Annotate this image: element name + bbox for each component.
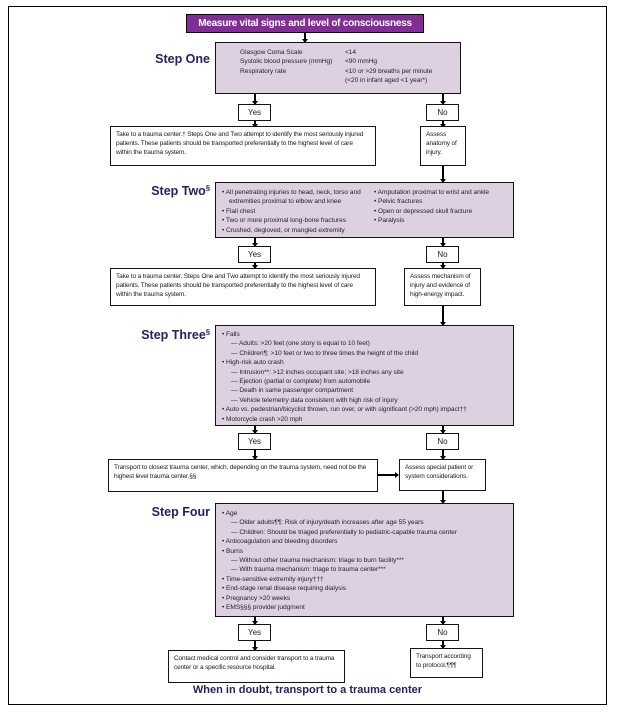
step-two-left-column <box>222 188 374 235</box>
yes-label: Yes <box>247 108 262 117</box>
criteria-row <box>240 57 456 66</box>
criterion-line: • Age <box>222 510 238 517</box>
no-label: No <box>437 628 448 637</box>
step-two-label-text: Step Two <box>151 184 206 199</box>
criterion-line: — With trauma mechanism: triage to trauma center*** <box>231 566 386 574</box>
no-label: No <box>437 437 448 446</box>
step1-yes-action-box: Take to a trauma center.† Steps One and Two attempt to identify the most seriously injured patients. These patients should be transported preferentially to the highest level of care within the trauma system. <box>110 126 376 166</box>
step-one-label <box>108 52 210 66</box>
arrow-special-to-step4 <box>442 491 444 503</box>
arrow-yes3-to-action <box>254 450 256 459</box>
criterion-line: • Pelvic fractures <box>374 198 423 206</box>
criterion-line: • Two or more proximal long-bone fractures <box>222 217 346 225</box>
step2-no-action-box: Assess mechanism of injury and evidence of high-energy impact. <box>404 268 481 306</box>
arrow-step3-no <box>442 426 444 433</box>
criterion-line: • Pregnancy >20 weeks <box>222 594 291 602</box>
yes-label: Yes <box>247 437 262 446</box>
step1-no-action-box: Assess anatomy of injury. <box>420 126 466 166</box>
criterion-line: • All penetrating injuries to head, neck, torso and extremities proximal to elbow and knee <box>222 189 361 206</box>
criterion-line: • End-stage renal disease requiring dialysis <box>222 585 346 593</box>
arrow-title-to-step1 <box>304 33 306 42</box>
step-two-right-column <box>374 188 509 235</box>
criterion-line: • Falls <box>222 331 240 338</box>
criteria-row <box>240 48 456 57</box>
arrow-no3-to-action <box>442 450 444 459</box>
criterion-line: • Auto vs. pedestrian/bicyclist thrown, run over, or with significant (>20 mph) impact†† <box>222 406 467 414</box>
criterion-line: • Crushed, degloved, or mangled extremity <box>222 226 345 234</box>
step2-no-box <box>426 246 459 263</box>
arrow-step4-no <box>442 617 444 624</box>
criterion-value: <14 <box>345 49 357 56</box>
criterion-line: • Flail chest <box>222 207 256 215</box>
step2-yes-action-box: Take to a trauma center. Steps One and Two attempt to identify the most seriously injured patients. These patients should be transported preferentially to the highest level of care within the trauma system. <box>110 268 376 306</box>
step-four-label-text: Step Four <box>151 505 210 519</box>
no-label: No <box>437 108 448 117</box>
criteria-row <box>240 76 456 85</box>
footer-note: When in doubt, transport to a trauma center <box>192 684 423 696</box>
step4-no-box <box>426 624 459 641</box>
arrow-step2-no <box>442 238 444 246</box>
criterion-line: — Without other trauma mechanism: triage to burn facility*** <box>231 557 404 565</box>
criterion-line: — Death in same passenger compartment <box>231 387 354 395</box>
arrow-step3-yes <box>254 426 256 433</box>
step-two-criteria-box <box>215 182 514 238</box>
criterion-line: — Ejection (partial or complete) from automobile <box>231 378 371 386</box>
step4-yes-box <box>238 624 271 641</box>
step-two-label <box>108 183 210 198</box>
arrow-mechanism-to-step3 <box>442 306 444 325</box>
yes-label: Yes <box>247 250 262 259</box>
criterion-line: • Burns <box>222 547 244 555</box>
step-one-label-text: Step One <box>155 52 210 66</box>
arrow-step1-no <box>442 94 444 104</box>
arrow-step2-yes <box>254 238 256 246</box>
criterion-line: • EMS§§§ provider judgment <box>222 604 305 612</box>
step-three-criteria-box <box>215 325 514 426</box>
criterion-line: • Anticoagulation and bleeding disorders <box>222 538 338 546</box>
step3-no-action-box: Assess special patient or system considerations. <box>399 459 486 491</box>
no-label: No <box>437 250 448 259</box>
arrow-step4-yes <box>254 617 256 624</box>
criteria-row <box>240 67 456 76</box>
criterion-value: <90 mmHg <box>345 58 378 66</box>
yes-label: Yes <box>247 628 262 637</box>
step-three-label <box>108 327 210 342</box>
criterion-line: • Amputation proximal to wrist and ankle <box>374 189 490 196</box>
criterion-line: • Time-sensitive extremity injury††† <box>222 575 324 583</box>
criterion-name: Systolic blood pressure (mmHg) <box>240 58 333 66</box>
criterion-name: Glasgow Coma Scale <box>240 49 303 56</box>
criterion-line: • Open or depressed skull fracture <box>374 207 473 215</box>
criterion-line: — Intrusion**: >12 inches occupant site; >18 inches any site <box>231 368 404 376</box>
criterion-line: • Paralysis <box>374 217 405 225</box>
step-one-criteria-box <box>215 42 461 94</box>
chart-title: Measure vital signs and level of consciousness <box>186 14 424 33</box>
criterion-value: <10 or >29 breaths per minute <box>345 67 433 75</box>
criterion-line: • Motorcycle crash >20 mph <box>222 415 303 423</box>
criterion-line: — Vehicle telemetry data consistent with high risk of injury <box>231 396 398 404</box>
arrow-no4-to-action <box>442 641 444 648</box>
criterion-name <box>240 76 345 85</box>
step2-yes-box <box>238 246 271 263</box>
step-four-criteria-box <box>215 503 514 617</box>
arrow-yes4-to-action <box>254 641 256 650</box>
step1-no-box <box>426 104 459 121</box>
step-three-footnote-mark: § <box>205 327 210 336</box>
criterion-name: Respiratory rate <box>240 67 287 75</box>
step3-yes-box <box>238 433 271 450</box>
criterion-value: (<20 in infant aged <1 year*) <box>345 77 428 85</box>
step-two-footnote-mark: § <box>205 183 210 192</box>
criterion-line: — Children: Should be triaged preferentially to pediatric-capable trauma center <box>231 528 457 536</box>
step-four-label <box>108 505 210 519</box>
step1-yes-box <box>238 104 271 121</box>
criterion-line: • High-risk auto crash <box>222 359 284 367</box>
step-three-label-text: Step Three <box>141 328 206 343</box>
step4-yes-action-box: Contact medical control and consider transport to a trauma center or a specific resource hospital. <box>168 650 345 683</box>
arrow-step1-yes <box>254 94 256 104</box>
criterion-line: — Adults: >20 feet (one story is equal to 10 feet) <box>231 340 370 348</box>
step4-no-action-box: Transport according to protocol.¶¶¶ <box>410 648 483 678</box>
step3-no-box <box>426 433 459 450</box>
arrow-transport-to-special <box>378 474 398 476</box>
step3-yes-action-box: Transport to closest trauma center, which, depending on the trauma system, need not be the highest level trauma center.§§ <box>108 459 378 492</box>
criterion-line: — Children¶: >10 feet or two to three times the height of the child <box>231 349 418 357</box>
arrow-anatomy-to-step2 <box>442 166 444 182</box>
criterion-line: — Older adults¶¶: Risk of injury/death increases after age 55 years <box>231 519 424 527</box>
